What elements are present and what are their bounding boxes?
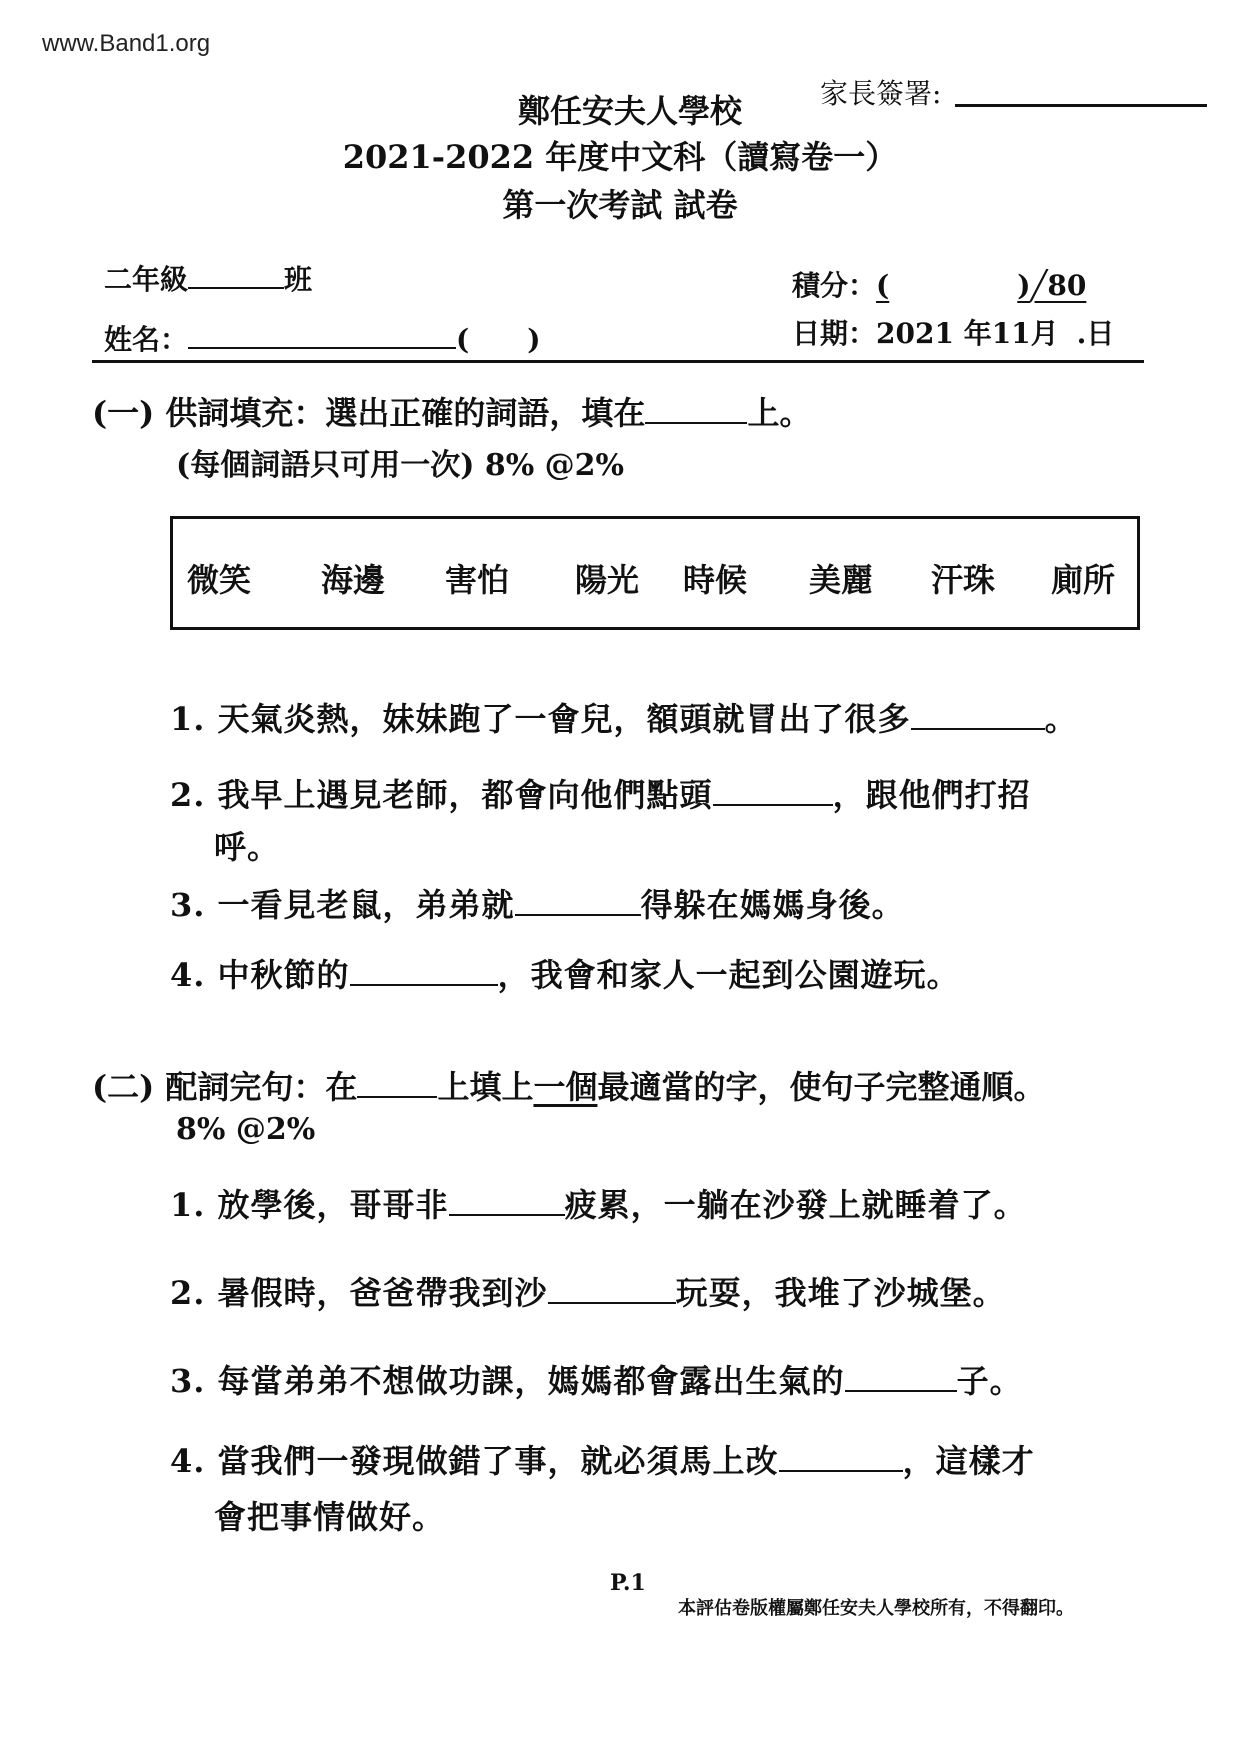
section2-title-mid: 上填上 (437, 1068, 534, 1106)
exam-title: 第一次考試 試卷 (502, 186, 738, 224)
question-text-end: 得躲在媽媽身後。 (640, 886, 905, 924)
section1-title (92, 388, 811, 434)
site-watermark: www.Band1.org (42, 30, 211, 57)
question-text-end: ，跟他們打招 (832, 776, 1031, 814)
answer-blank[interactable] (713, 803, 833, 806)
school-name: 鄭任安夫人學校 (517, 92, 742, 130)
grade-blank[interactable] (188, 286, 284, 289)
header-divider (92, 360, 1144, 363)
question-text-end: 玩耍，我堆了沙城堡。 (675, 1274, 1006, 1312)
question-text: 我早上遇見老師，都會向他們點頭 (217, 776, 713, 814)
page-number: P.1 (610, 1570, 646, 1596)
date-day-suffix: .日 (1076, 317, 1115, 350)
grade-prefix: 二年級 (104, 263, 189, 296)
answer-blank[interactable] (350, 983, 498, 986)
date-label: 日期： (792, 317, 877, 350)
section2-title-emphasis: 一個 (533, 1068, 598, 1106)
grade-field (104, 258, 312, 298)
section1-title-blank (645, 421, 747, 424)
section2-question-3 (170, 1356, 1023, 1402)
answer-blank[interactable] (548, 1301, 676, 1304)
name-label: 姓名： (104, 323, 189, 356)
score-paren-close: ) (1017, 269, 1031, 302)
question-number: 3. (170, 1362, 206, 1400)
section2-subtitle: 8% @2% (176, 1112, 316, 1147)
section1-question-4 (170, 950, 960, 996)
score-paren-open: ( (876, 269, 890, 302)
section2-title-suffix: 最適當的字，使句子完整通順。 (597, 1068, 1046, 1106)
score-box (876, 269, 1086, 302)
word-bank-item: 微笑 (187, 561, 252, 599)
section2-title-blank (357, 1095, 437, 1098)
question-number: 4. (170, 1442, 206, 1480)
answer-blank[interactable] (779, 1469, 903, 1472)
section1-title-suffix: 上。 (747, 394, 812, 432)
section1-question-2-continued: 呼。 (214, 828, 281, 866)
question-text: 放學後，哥哥非 (217, 1186, 449, 1224)
word-bank-item: 美麗 (809, 561, 874, 599)
word-bank-item: 海邊 (321, 561, 386, 599)
section1-subtitle: (每個詞語只可用一次) 8% @2% (176, 448, 625, 483)
answer-blank[interactable] (449, 1213, 565, 1216)
section2-question-4 (170, 1436, 1035, 1482)
word-bank-item: 害怕 (445, 561, 510, 599)
score-field (792, 264, 1086, 304)
question-number: 4. (170, 956, 206, 994)
score-label: 積分： (792, 269, 877, 302)
grade-suffix: 班 (284, 263, 313, 296)
copyright-notice: 本評估卷版權屬鄭任安夫人學校所有，不得翻印。 (678, 1598, 1074, 1619)
date-value: 2021 年11月 (876, 317, 1059, 350)
word-bank-item: 汗珠 (931, 561, 996, 599)
question-text: 一看見老鼠，弟弟就 (217, 886, 515, 924)
parent-signature-label: 家長簽署: (820, 77, 942, 110)
question-text-end: ，這樣才 (902, 1442, 1035, 1480)
question-number: 2. (170, 1274, 206, 1312)
section2-question-4-continued: 會把事情做好。 (214, 1498, 446, 1536)
question-number: 1. (170, 700, 206, 738)
section2-title-text: (二) 配詞完句：在 (92, 1068, 358, 1106)
question-number: 1. (170, 1186, 206, 1224)
answer-blank[interactable] (911, 727, 1045, 730)
word-bank-item: 廁所 (1051, 561, 1116, 599)
section1-question-1 (170, 694, 1078, 740)
name-paren-close: ) (527, 323, 541, 356)
name-paren-open: ( (456, 323, 470, 356)
section1-question-3 (170, 880, 905, 926)
question-text: 當我們一發現做錯了事，就必須馬上改 (217, 1442, 779, 1480)
question-number: 2. (170, 776, 206, 814)
section2-question-1 (170, 1180, 1027, 1226)
section2-title (92, 1062, 1045, 1108)
name-blank[interactable] (188, 346, 456, 349)
date-field (792, 312, 1114, 352)
word-bank-item: 陽光 (575, 561, 640, 599)
question-text-end: 子。 (956, 1362, 1023, 1400)
question-number: 3. (170, 886, 206, 924)
name-field (104, 318, 541, 358)
word-bank-box (170, 516, 1140, 630)
question-text-end: ，我會和家人一起到公園遊玩。 (497, 956, 960, 994)
section1-question-2 (170, 770, 1031, 816)
answer-blank[interactable] (515, 913, 641, 916)
question-text: 天氣炎熱，妹妹跑了一會兒，額頭就冒出了很多 (217, 700, 911, 738)
subject-line: 2021-2022 年度中文科（讀寫卷一） (342, 138, 898, 176)
section1-title-text: (一) 供詞填充：選出正確的詞語，填在 (92, 394, 646, 432)
question-text: 中秋節的 (217, 956, 350, 994)
question-text-end: 。 (1044, 700, 1078, 738)
score-total: ╱80 (1030, 269, 1087, 302)
word-bank-item: 時候 (683, 561, 748, 599)
question-text: 暑假時，爸爸帶我到沙 (217, 1274, 548, 1312)
question-text-end: 疲累，一躺在沙發上就睡着了。 (564, 1186, 1027, 1224)
section2-question-2 (170, 1268, 1006, 1314)
answer-blank[interactable] (845, 1389, 957, 1392)
question-text: 每當弟弟不想做功課，媽媽都會露出生氣的 (217, 1362, 845, 1400)
